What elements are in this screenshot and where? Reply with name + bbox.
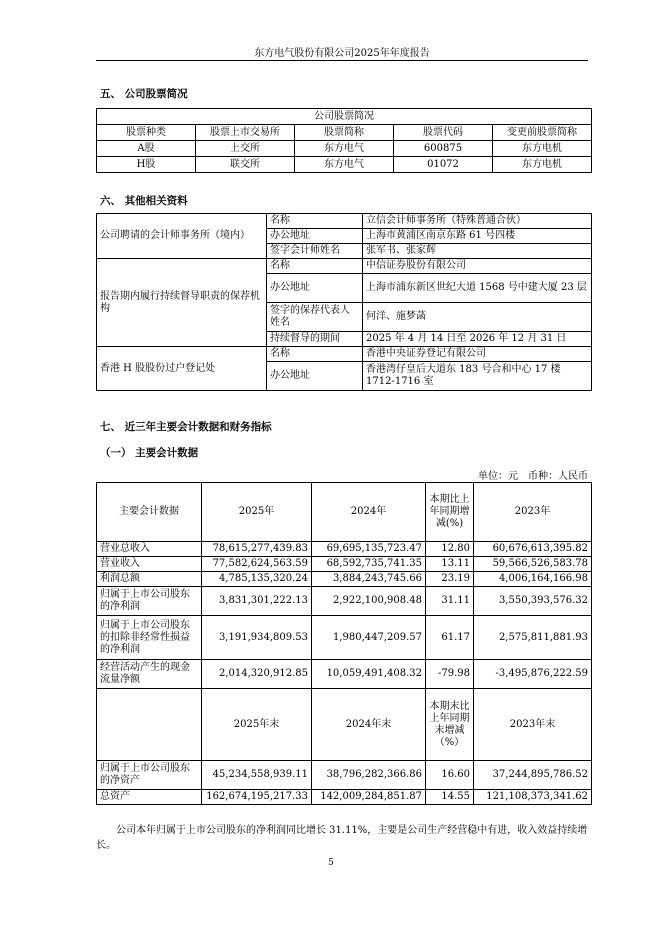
fin-cell: 68,592,735,741.35 xyxy=(312,557,426,572)
field-value: 何洋、施梦菡 xyxy=(363,303,592,332)
field-value: 香港中央证券登记有限公司 xyxy=(363,347,592,362)
fin-cell: 1,980,447,209.57 xyxy=(312,616,426,660)
fin-cell: 69,695,135,723.47 xyxy=(312,542,426,557)
fin-row-label: 归属于上市公司股东的净资产 xyxy=(97,761,202,790)
fin-cell: 4,785,135,320.24 xyxy=(202,572,312,587)
section6-heading: 六、 其他相关资料 xyxy=(100,195,188,207)
fin-col-header: 2023年 xyxy=(474,483,592,542)
stock-table-title: 公司股票简况 xyxy=(97,109,592,125)
field-value: 2025 年 4 月 14 日至 2026 年 12 月 31 日 xyxy=(363,332,592,347)
explanatory-note: 公司本年归属于上市公司股东的净利润同比增长 31.11%，主要是公司生产经营稳中有进，收入效益持续增长。 xyxy=(96,825,588,851)
field-label: 签字会计师姓名 xyxy=(267,244,363,259)
fin-cell: 45,234,558,939.11 xyxy=(202,761,312,790)
field-value: 上海市浦东新区世纪大道 1568 号中建大厦 23 层 xyxy=(363,274,592,303)
fin-cell: 12.80 xyxy=(426,542,474,557)
fin-col-header xyxy=(97,689,202,761)
registrar-label: 香港 H 股股份过户登记处 xyxy=(97,347,267,391)
field-label: 名称 xyxy=(267,347,363,362)
table-row xyxy=(97,141,592,157)
table-row xyxy=(97,587,592,616)
fin-cell: 2,014,320,912.85 xyxy=(202,660,312,689)
field-label: 办公地址 xyxy=(267,274,363,303)
other-info-table xyxy=(96,213,592,391)
fin-row-label: 总资产 xyxy=(97,790,202,805)
stock-table xyxy=(96,108,592,173)
stock-cell: A股 xyxy=(97,141,196,157)
field-label: 签字的保荐代表人姓名 xyxy=(267,303,363,332)
stock-col-header: 变更前股票简称 xyxy=(493,125,592,141)
stock-col-header: 股票简称 xyxy=(295,125,394,141)
table-row xyxy=(97,157,592,173)
fin-col-header: 主要会计数据 xyxy=(97,483,202,542)
table-row xyxy=(97,557,592,572)
field-label: 持续督导的期间 xyxy=(267,332,363,347)
stock-cell: H股 xyxy=(97,157,196,173)
fin-cell: 60,676,613,395.82 xyxy=(474,542,592,557)
fin-cell: 78,615,277,439.83 xyxy=(202,542,312,557)
stock-col-header: 股票种类 xyxy=(97,125,196,141)
fin-col-header: 本期末比上年同期末增减（%） xyxy=(426,689,474,761)
fin-col-header: 2024年 xyxy=(312,483,426,542)
fin-cell: 13.11 xyxy=(426,557,474,572)
fin-cell: 3,191,934,809.53 xyxy=(202,616,312,660)
field-value: 立信会计师事务所（特殊普通合伙） xyxy=(363,214,592,229)
stock-cell: 东方电机 xyxy=(493,157,592,173)
stock-cell: 上交所 xyxy=(196,141,295,157)
fin-cell: 37,244,895,786.52 xyxy=(474,761,592,790)
fin-cell: 142,009,284,851.87 xyxy=(312,790,426,805)
auditor-label: 公司聘请的会计师事务所（境内） xyxy=(97,214,267,259)
field-value: 上海市黄浦区南京东路 61 号四楼 xyxy=(363,229,592,244)
unit-note: 单位：元 币种：人民币 xyxy=(478,471,588,482)
fin-cell: 31.11 xyxy=(426,587,474,616)
fin-col-header: 2024年末 xyxy=(312,689,426,761)
table-row xyxy=(97,660,592,689)
field-label: 名称 xyxy=(267,259,363,274)
fin-cell: 38,796,282,366.86 xyxy=(312,761,426,790)
section7-heading: 七、 近三年主要会计数据和财务指标 xyxy=(100,421,272,433)
fin-cell: 10,059,491,408.32 xyxy=(312,660,426,689)
fin-cell: -79.98 xyxy=(426,660,474,689)
fin-col-header: 2023年末 xyxy=(474,689,592,761)
stock-col-header: 股票上市交易所 xyxy=(196,125,295,141)
fin-row-label: 归属于上市公司股东的净利润 xyxy=(97,587,202,616)
stock-cell: 联交所 xyxy=(196,157,295,173)
fin-cell: 14.55 xyxy=(426,790,474,805)
fin-cell: 3,884,243,745.66 xyxy=(312,572,426,587)
stock-cell: 东方电气 xyxy=(295,157,394,173)
field-value: 张军书、张家辉 xyxy=(363,244,592,259)
section5-heading: 五、 公司股票简况 xyxy=(100,88,188,100)
fin-col-header: 本期比上年同期增减(%) xyxy=(426,483,474,542)
fin-cell: 3,831,301,222.13 xyxy=(202,587,312,616)
field-label: 办公地址 xyxy=(267,229,363,244)
fin-cell: 59,566,526,583.78 xyxy=(474,557,592,572)
fin-cell: 2,922,100,908.48 xyxy=(312,587,426,616)
stock-col-header: 股票代码 xyxy=(394,125,493,141)
fin-cell: 61.17 xyxy=(426,616,474,660)
fin-col-header: 2025年末 xyxy=(202,689,312,761)
fin-cell: 3,550,393,576.32 xyxy=(474,587,592,616)
financial-table xyxy=(96,482,592,805)
table-row xyxy=(97,572,592,587)
stock-cell: 01072 xyxy=(394,157,493,173)
fin-cell: 162,674,195,217.33 xyxy=(202,790,312,805)
field-value: 中信证券股份有限公司 xyxy=(363,259,592,274)
fin-cell: 121,108,373,341.62 xyxy=(474,790,592,805)
header-rule xyxy=(96,60,588,61)
field-value: 香港湾仔皇后大道东 183 号合和中心 17 楼 1712-1716 室 xyxy=(363,362,592,391)
fin-row-label: 营业收入 xyxy=(97,557,202,572)
table-row xyxy=(97,616,592,660)
fin-col-header: 2025年 xyxy=(202,483,312,542)
section7-subheading: （一） 主要会计数据 xyxy=(100,447,199,459)
fin-cell: 77,582,624,563.59 xyxy=(202,557,312,572)
sponsor-label: 报告期内履行持续督导职责的保荐机构 xyxy=(97,259,267,347)
stock-cell: 600875 xyxy=(394,141,493,157)
fin-cell: -3,495,876,222.59 xyxy=(474,660,592,689)
fin-row-label: 归属于上市公司股东的扣除非经常性损益的净利润 xyxy=(97,616,202,660)
fin-cell: 23.19 xyxy=(426,572,474,587)
fin-cell: 4,006,164,166.98 xyxy=(474,572,592,587)
table-row xyxy=(97,790,592,805)
running-header: 东方电气股份有限公司2025年年度报告 xyxy=(254,48,430,59)
stock-cell: 东方电气 xyxy=(295,141,394,157)
fin-cell: 2,575,811,881.93 xyxy=(474,616,592,660)
stock-cell: 东方电机 xyxy=(493,141,592,157)
fin-cell: 16.60 xyxy=(426,761,474,790)
table-row xyxy=(97,542,592,557)
fin-row-label: 营业总收入 xyxy=(97,542,202,557)
fin-row-label: 经营活动产生的现金流量净额 xyxy=(97,660,202,689)
field-label: 名称 xyxy=(267,214,363,229)
table-row xyxy=(97,761,592,790)
field-label: 办公地址 xyxy=(267,362,363,391)
page-number: 5 xyxy=(328,858,334,868)
fin-row-label: 利润总额 xyxy=(97,572,202,587)
